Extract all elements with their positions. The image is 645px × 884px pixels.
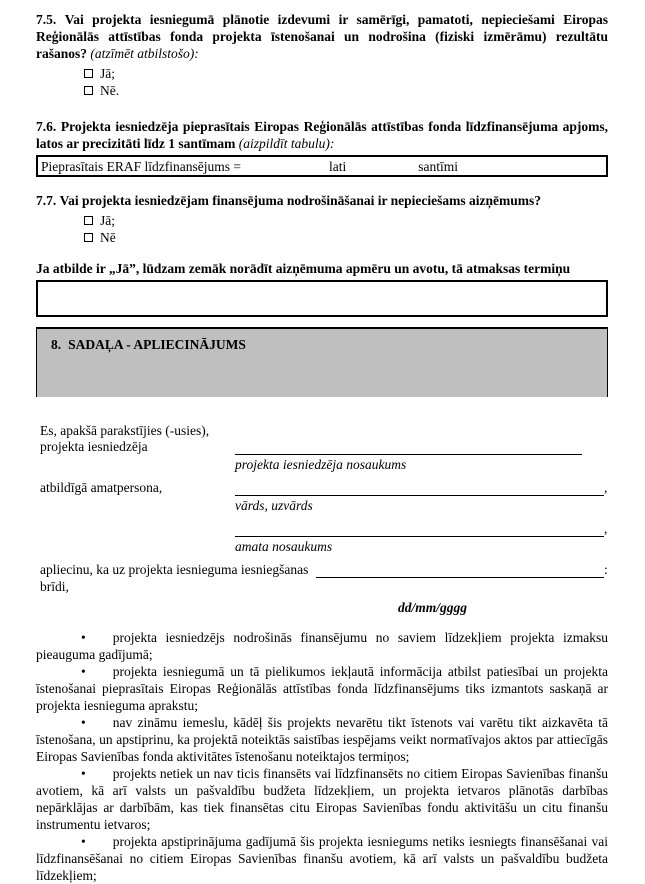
eraf-cofinancing-table[interactable] <box>36 155 608 177</box>
bullet-icon: • <box>81 715 86 730</box>
loan-note: Ja atbilde ir „Jā”, lūdzam zemāk norādīt aizņēmuma apmēru un avotu, tā atmaksas termiņu <box>36 261 571 276</box>
checkbox-7-7-ne[interactable] <box>84 233 93 242</box>
declaration-bullet-1 <box>36 629 608 663</box>
option-label-7-5-ne: Nē. <box>100 83 120 98</box>
checkbox-7-5-ja[interactable] <box>84 69 93 78</box>
section-7-7-heading <box>36 192 608 209</box>
field4-colon: : <box>604 562 608 577</box>
section-7-5-heading <box>36 11 608 62</box>
section-8-header <box>36 327 608 397</box>
field2-comma: , <box>604 480 608 495</box>
declaration-block <box>36 422 608 615</box>
section-8-number: 8. <box>51 337 62 352</box>
eraf-table-unit-santimi: santīmi <box>418 158 458 174</box>
bullet-text-4: projekts netiek un nav ticis finansēts vai līdzfinansēts no citiem Eiropas Savienības finanšu avotiem, kā arī valsts un pašvaldību budžeta līdzekļiem, un projekta ietvaros plānotās darbības nepārklājas ar darbībām, kas tiek finansētas citu Eiropas Savienības fondu aktivitāšu un citu finanšu instrumentu ietvaros; <box>36 766 608 832</box>
bullet-icon: • <box>81 630 86 645</box>
checkbox-7-7-ja[interactable] <box>84 216 93 225</box>
checkbox-7-5-ne[interactable] <box>84 86 93 95</box>
declaration-row-date <box>40 563 608 578</box>
bullet-icon: • <box>81 766 86 781</box>
section-7-5-options <box>36 65 608 99</box>
section-8-title: SADAĻA - APLIECINĀJUMS <box>68 337 246 352</box>
option-row-7-5-ja <box>84 65 608 82</box>
bullet-text-5: projekta apstiprinājuma gadījumā šis projekta iesniegums netiks iesniegts finansēšanai vai līdzfinansēšanai no citiem Eiropas Savienības finanšu avotiem, kā arī valsts un pašvaldību budžeta līdzekļiem; <box>36 834 608 883</box>
section-7-5-question: Vai projekta iesniegumā plānotie izdevumi ir samērīgi, pamatoti, nepieciešami Eiropas Reģionālās attīstības fonda projekta īstenošanai un nodrošina (fiziski izmērāmu) rezultātu rašanos? <box>36 12 609 61</box>
declaration-bullet-4 <box>36 765 608 833</box>
bullet-text-3: nav zināmu iemeslu, kādēļ šis projekts nevarētu tikt īstenots vai varētu tikt aizkavēta tā īstenošana, un apstiprinu, ka projektā noteiktās saistības iespējams veikt normatīvajos aktos par attiecīgās Eiropas Savienības fonda aktivitātes īstenošanu noteiktajos termiņos; <box>36 715 608 764</box>
declaration-row-official <box>40 481 608 496</box>
declaration-line3: atbildīgā amatpersona, <box>40 480 163 495</box>
applicant-name-field[interactable] <box>235 440 582 455</box>
bullet-text-2: projekta iesniegumā un tā pielikumos iekļautā informācija atbilst patiesībai un projekta īstenošanai pieprasītais Eiropas Reģionālās attīstības fonda līdzfinansējums tiks izmantots saskaņā ar projekta iesnieguma aprakstu; <box>36 664 608 713</box>
declaration-bullet-2 <box>36 663 608 714</box>
eraf-table-unit-lati: lati <box>328 158 347 174</box>
bullet-text-1: projekta iesniedzējs nodrošinās finansējumu no saviem līdzekļiem projekta izmaksu pieauguma gadījumā; <box>36 630 608 662</box>
position-title-field[interactable] <box>235 522 604 537</box>
option-label-7-5-ja: Jā; <box>100 66 115 81</box>
option-row-7-5-ne <box>84 82 608 99</box>
option-label-7-7-ja: Jā; <box>100 213 115 228</box>
declaration-bullet-3 <box>36 714 608 765</box>
declaration-line4: apliecinu, ka uz projekta iesnieguma iesniegšanas <box>40 562 309 577</box>
bullet-icon: • <box>81 834 86 849</box>
option-label-7-7-ne: Nē <box>100 230 116 245</box>
declaration-row-applicant <box>40 440 608 455</box>
section-7-7-number: 7.7. <box>36 193 57 208</box>
section-7-5-instruction: (atzīmēt atbilstošo): <box>90 46 199 61</box>
declaration-row-position <box>40 522 608 537</box>
declaration-bullets <box>36 629 608 884</box>
bullet-icon: • <box>81 664 86 679</box>
loan-details-box[interactable] <box>36 280 608 317</box>
declaration-intro-line1: Es, apakšā parakstījies (-usies), <box>40 423 210 438</box>
section-7-6-question: Projekta iesniedzēja pieprasītais Eiropas Reģionālās attīstības fonda līdzfinansējuma apjoms, latos ar precizitāti līdz 1 santīmam <box>36 119 609 151</box>
applicant-name-caption: projekta iesniedzēja nosaukums <box>235 457 407 472</box>
submission-date-field[interactable] <box>316 563 604 578</box>
option-row-7-7-ja <box>84 212 608 229</box>
position-title-caption: amata nosaukums <box>235 539 333 554</box>
section-7-7-question: Vai projekta iesniedzējam finansējuma nodrošināšanai ir nepieciešams aizņēmums? <box>59 193 542 208</box>
option-row-7-7-ne <box>84 229 608 246</box>
submission-date-caption: dd/mm/gggg <box>398 600 468 615</box>
declaration-bullet-5 <box>36 833 608 884</box>
section-7-7-options <box>36 212 608 246</box>
section-7-6-heading <box>36 118 608 152</box>
name-surname-caption: vārds, uzvārds <box>235 498 313 513</box>
name-surname-field[interactable] <box>235 481 604 496</box>
section-7-5-number: 7.5. <box>36 12 57 27</box>
declaration-intro-line2: projekta iesniedzēja <box>40 439 148 454</box>
section-7-6-instruction: (aizpildīt tabulu): <box>238 136 335 151</box>
field3-comma: , <box>604 521 608 536</box>
section-7-6-number: 7.6. <box>36 119 57 134</box>
declaration-line5: brīdi, <box>40 579 69 594</box>
eraf-table-label: Pieprasītais ERAF līdzfinansējums = <box>41 158 241 174</box>
